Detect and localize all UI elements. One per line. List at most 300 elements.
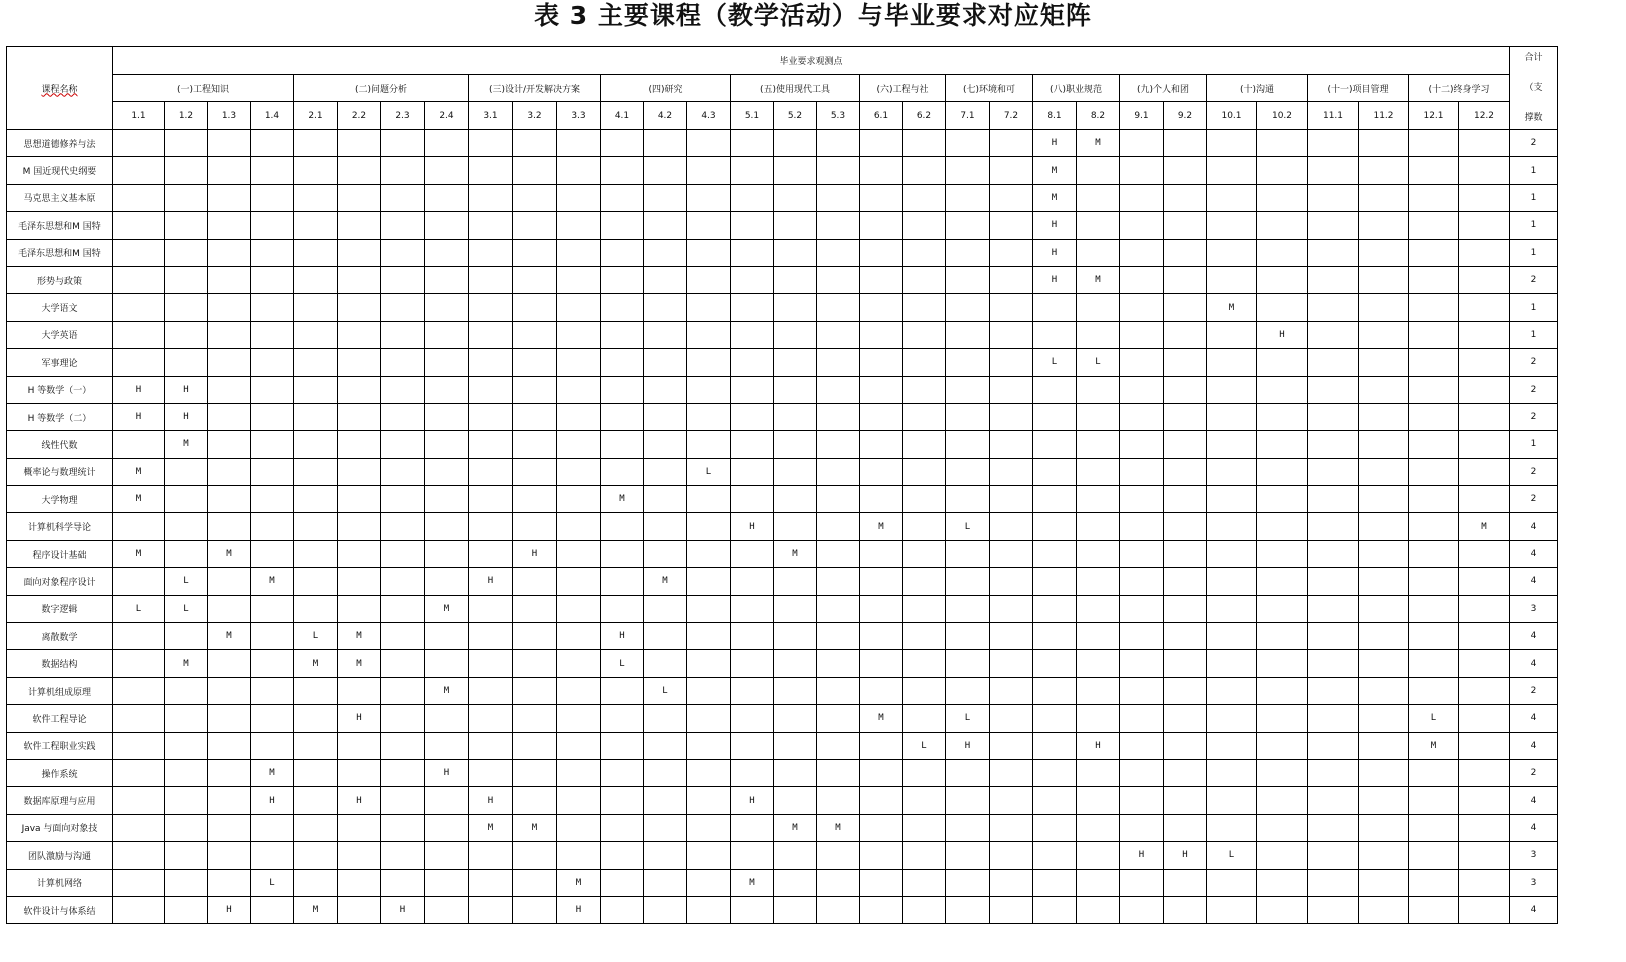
requirement-point-header: 1.2 bbox=[165, 102, 208, 130]
support-level-cell bbox=[817, 184, 860, 211]
support-level-cell bbox=[165, 623, 208, 650]
total-header bbox=[1510, 47, 1558, 130]
support-level-cell bbox=[425, 486, 469, 513]
support-level-cell bbox=[817, 403, 860, 430]
requirement-point-header: 5.2 bbox=[774, 102, 817, 130]
support-level-cell bbox=[338, 431, 381, 458]
support-level-cell bbox=[1207, 349, 1257, 376]
support-level-cell bbox=[1409, 568, 1459, 595]
course-name-cell: 大学物理 bbox=[7, 486, 113, 513]
support-level-cell bbox=[1308, 568, 1359, 595]
support-level-cell: H bbox=[338, 705, 381, 732]
support-level-cell bbox=[1409, 294, 1459, 321]
support-level-cell bbox=[774, 568, 817, 595]
support-level-cell bbox=[946, 595, 990, 622]
support-level-cell bbox=[165, 157, 208, 184]
support-level-cell bbox=[513, 896, 557, 923]
support-level-cell bbox=[557, 568, 601, 595]
support-level-cell bbox=[1207, 623, 1257, 650]
support-level-cell bbox=[990, 705, 1033, 732]
course-name-cell: 软件工程导论 bbox=[7, 705, 113, 732]
support-level-cell bbox=[1120, 266, 1164, 293]
support-level-cell: H bbox=[946, 732, 990, 759]
support-level-cell bbox=[1033, 376, 1077, 403]
support-level-cell bbox=[903, 239, 946, 266]
support-level-cell bbox=[208, 431, 251, 458]
support-level-cell bbox=[903, 623, 946, 650]
support-level-cell bbox=[817, 595, 860, 622]
support-level-cell bbox=[774, 130, 817, 157]
support-level-cell bbox=[113, 431, 165, 458]
support-level-cell bbox=[687, 842, 731, 869]
support-level-cell bbox=[860, 321, 903, 348]
support-level-cell bbox=[860, 349, 903, 376]
support-level-cell bbox=[425, 266, 469, 293]
support-level-cell bbox=[469, 623, 513, 650]
support-level-cell bbox=[903, 321, 946, 348]
support-level-cell bbox=[601, 814, 644, 841]
course-name-cell: 计算机网络 bbox=[7, 869, 113, 896]
support-level-cell bbox=[469, 486, 513, 513]
support-level-cell bbox=[425, 349, 469, 376]
requirement-point-header: 3.1 bbox=[469, 102, 513, 130]
support-level-cell bbox=[557, 376, 601, 403]
support-level-cell bbox=[1359, 650, 1409, 677]
support-level-cell bbox=[601, 869, 644, 896]
support-level-cell bbox=[251, 458, 294, 485]
support-level-cell bbox=[644, 294, 687, 321]
support-level-cell bbox=[1359, 759, 1409, 786]
support-level-cell bbox=[294, 814, 338, 841]
support-total-cell: 1 bbox=[1510, 239, 1558, 266]
support-level-cell bbox=[208, 349, 251, 376]
support-level-cell bbox=[381, 650, 425, 677]
support-level-cell bbox=[113, 787, 165, 814]
support-level-cell bbox=[644, 184, 687, 211]
support-level-cell bbox=[1164, 623, 1207, 650]
support-level-cell bbox=[1257, 705, 1308, 732]
support-level-cell bbox=[338, 376, 381, 403]
requirement-point-header: 1.3 bbox=[208, 102, 251, 130]
support-level-cell bbox=[860, 157, 903, 184]
support-level-cell bbox=[513, 732, 557, 759]
support-level-cell bbox=[644, 212, 687, 239]
course-name-header: 课程名称 bbox=[7, 47, 113, 130]
support-level-cell bbox=[644, 349, 687, 376]
support-level-cell bbox=[1164, 513, 1207, 540]
support-level-cell bbox=[557, 130, 601, 157]
support-level-cell: M bbox=[251, 759, 294, 786]
support-level-cell bbox=[113, 650, 165, 677]
support-level-cell bbox=[817, 266, 860, 293]
support-level-cell bbox=[1308, 869, 1359, 896]
support-level-cell bbox=[1033, 540, 1077, 567]
table-row bbox=[7, 212, 1558, 239]
support-level-cell bbox=[513, 376, 557, 403]
support-level-cell: H bbox=[338, 787, 381, 814]
support-level-cell: M bbox=[1409, 732, 1459, 759]
support-level-cell bbox=[687, 814, 731, 841]
support-level-cell bbox=[903, 266, 946, 293]
support-level-cell bbox=[425, 157, 469, 184]
support-level-cell bbox=[1459, 623, 1510, 650]
support-level-cell: L bbox=[1409, 705, 1459, 732]
support-level-cell bbox=[425, 294, 469, 321]
support-total-cell: 2 bbox=[1510, 376, 1558, 403]
support-level-cell bbox=[817, 239, 860, 266]
support-level-cell bbox=[557, 266, 601, 293]
support-level-cell: M bbox=[425, 595, 469, 622]
support-level-cell bbox=[990, 130, 1033, 157]
support-level-cell bbox=[817, 376, 860, 403]
support-level-cell: M bbox=[113, 540, 165, 567]
support-level-cell bbox=[251, 130, 294, 157]
support-level-cell bbox=[1459, 787, 1510, 814]
support-level-cell bbox=[208, 869, 251, 896]
support-level-cell bbox=[557, 787, 601, 814]
support-level-cell: H bbox=[165, 376, 208, 403]
support-level-cell bbox=[1077, 814, 1120, 841]
support-level-cell bbox=[774, 294, 817, 321]
course-name-cell: M 国近现代史纲要 bbox=[7, 157, 113, 184]
support-level-cell bbox=[469, 184, 513, 211]
support-level-cell bbox=[1164, 130, 1207, 157]
support-level-cell bbox=[1120, 814, 1164, 841]
support-level-cell bbox=[294, 184, 338, 211]
support-level-cell bbox=[731, 759, 774, 786]
support-level-cell bbox=[294, 349, 338, 376]
support-level-cell: L bbox=[294, 623, 338, 650]
support-level-cell bbox=[208, 842, 251, 869]
support-level-cell bbox=[1164, 595, 1207, 622]
support-level-cell: H bbox=[1164, 842, 1207, 869]
support-level-cell bbox=[469, 650, 513, 677]
requirement-point-header: 5.3 bbox=[817, 102, 860, 130]
support-level-cell bbox=[601, 513, 644, 540]
support-level-cell bbox=[644, 814, 687, 841]
support-level-cell bbox=[774, 759, 817, 786]
support-level-cell bbox=[381, 842, 425, 869]
support-level-cell bbox=[1207, 130, 1257, 157]
support-level-cell bbox=[601, 239, 644, 266]
support-level-cell bbox=[1359, 458, 1409, 485]
support-level-cell bbox=[1308, 595, 1359, 622]
total-header-line: （支 bbox=[1524, 83, 1543, 93]
support-level-cell bbox=[1257, 540, 1308, 567]
support-level-cell bbox=[338, 486, 381, 513]
support-level-cell bbox=[644, 239, 687, 266]
support-level-cell bbox=[113, 184, 165, 211]
support-level-cell bbox=[1308, 376, 1359, 403]
support-level-cell bbox=[601, 349, 644, 376]
support-level-cell bbox=[601, 321, 644, 348]
support-level-cell bbox=[381, 294, 425, 321]
support-level-cell bbox=[731, 705, 774, 732]
support-level-cell bbox=[946, 869, 990, 896]
requirement-point-header: 6.1 bbox=[860, 102, 903, 130]
support-level-cell bbox=[338, 157, 381, 184]
support-level-cell bbox=[1033, 896, 1077, 923]
requirement-point-header: 3.3 bbox=[557, 102, 601, 130]
support-level-cell bbox=[774, 239, 817, 266]
support-level-cell bbox=[601, 130, 644, 157]
support-level-cell bbox=[1077, 212, 1120, 239]
support-level-cell bbox=[1077, 677, 1120, 704]
table-row bbox=[7, 130, 1558, 157]
support-level-cell bbox=[1257, 787, 1308, 814]
requirement-group-header: (一)工程知识 bbox=[113, 75, 294, 102]
requirement-point-header: 4.3 bbox=[687, 102, 731, 130]
support-level-cell bbox=[251, 814, 294, 841]
support-level-cell bbox=[469, 869, 513, 896]
support-level-cell bbox=[1120, 595, 1164, 622]
support-level-cell bbox=[946, 157, 990, 184]
support-level-cell bbox=[208, 294, 251, 321]
support-level-cell bbox=[731, 212, 774, 239]
support-level-cell bbox=[644, 732, 687, 759]
support-level-cell bbox=[1257, 869, 1308, 896]
support-level-cell bbox=[1207, 458, 1257, 485]
support-level-cell bbox=[946, 349, 990, 376]
support-level-cell bbox=[1164, 184, 1207, 211]
support-level-cell bbox=[860, 732, 903, 759]
support-level-cell bbox=[1207, 486, 1257, 513]
table-row bbox=[7, 266, 1558, 293]
support-level-cell bbox=[1033, 321, 1077, 348]
support-level-cell bbox=[1120, 349, 1164, 376]
support-level-cell bbox=[1257, 486, 1308, 513]
table-row bbox=[7, 349, 1558, 376]
support-level-cell bbox=[513, 842, 557, 869]
requirement-point-header: 12.2 bbox=[1459, 102, 1510, 130]
requirement-point-header: 3.2 bbox=[513, 102, 557, 130]
support-level-cell bbox=[1257, 184, 1308, 211]
support-level-cell bbox=[1077, 787, 1120, 814]
support-level-cell bbox=[903, 540, 946, 567]
support-level-cell bbox=[990, 759, 1033, 786]
support-level-cell bbox=[817, 486, 860, 513]
support-level-cell bbox=[208, 403, 251, 430]
support-level-cell bbox=[1120, 486, 1164, 513]
support-level-cell bbox=[860, 376, 903, 403]
support-level-cell bbox=[601, 732, 644, 759]
support-level-cell bbox=[338, 294, 381, 321]
support-level-cell bbox=[601, 677, 644, 704]
support-level-cell bbox=[338, 869, 381, 896]
support-level-cell bbox=[557, 759, 601, 786]
support-level-cell bbox=[1164, 266, 1207, 293]
support-level-cell bbox=[251, 266, 294, 293]
support-total-cell: 2 bbox=[1510, 759, 1558, 786]
support-level-cell bbox=[817, 294, 860, 321]
support-level-cell bbox=[338, 184, 381, 211]
support-level-cell bbox=[165, 732, 208, 759]
support-level-cell bbox=[817, 787, 860, 814]
requirement-group-header: (四)研究 bbox=[601, 75, 731, 102]
support-level-cell bbox=[208, 212, 251, 239]
support-level-cell bbox=[513, 705, 557, 732]
support-level-cell: H bbox=[1033, 212, 1077, 239]
support-level-cell bbox=[1077, 376, 1120, 403]
support-level-cell bbox=[774, 732, 817, 759]
support-level-cell bbox=[381, 130, 425, 157]
support-level-cell bbox=[644, 321, 687, 348]
support-level-cell bbox=[381, 869, 425, 896]
support-level-cell bbox=[946, 266, 990, 293]
support-level-cell bbox=[946, 568, 990, 595]
support-level-cell bbox=[601, 595, 644, 622]
support-level-cell: H bbox=[208, 896, 251, 923]
support-level-cell: M bbox=[113, 486, 165, 513]
support-level-cell bbox=[1409, 184, 1459, 211]
support-level-cell bbox=[113, 869, 165, 896]
support-level-cell bbox=[990, 787, 1033, 814]
support-level-cell bbox=[338, 321, 381, 348]
support-level-cell bbox=[1409, 842, 1459, 869]
support-level-cell bbox=[1077, 568, 1120, 595]
support-level-cell bbox=[774, 787, 817, 814]
support-level-cell bbox=[113, 896, 165, 923]
support-level-cell bbox=[1308, 294, 1359, 321]
support-level-cell bbox=[946, 486, 990, 513]
support-level-cell bbox=[1164, 157, 1207, 184]
support-level-cell bbox=[1459, 486, 1510, 513]
support-total-cell: 4 bbox=[1510, 814, 1558, 841]
support-total-cell: 4 bbox=[1510, 513, 1558, 540]
support-level-cell bbox=[557, 157, 601, 184]
support-level-cell bbox=[1459, 130, 1510, 157]
support-level-cell bbox=[165, 239, 208, 266]
support-level-cell bbox=[425, 321, 469, 348]
support-level-cell bbox=[513, 184, 557, 211]
support-level-cell: H bbox=[251, 787, 294, 814]
support-level-cell bbox=[165, 458, 208, 485]
support-level-cell bbox=[1207, 540, 1257, 567]
support-level-cell bbox=[1359, 376, 1409, 403]
support-level-cell bbox=[1077, 157, 1120, 184]
support-level-cell bbox=[1207, 239, 1257, 266]
support-level-cell bbox=[469, 431, 513, 458]
support-level-cell bbox=[1077, 513, 1120, 540]
support-level-cell bbox=[903, 513, 946, 540]
support-level-cell bbox=[774, 623, 817, 650]
support-level-cell bbox=[1257, 513, 1308, 540]
support-level-cell bbox=[469, 677, 513, 704]
requirement-point-header: 2.3 bbox=[381, 102, 425, 130]
support-level-cell bbox=[731, 540, 774, 567]
support-level-cell bbox=[731, 842, 774, 869]
support-level-cell bbox=[817, 568, 860, 595]
support-level-cell bbox=[294, 595, 338, 622]
table-row bbox=[7, 458, 1558, 485]
support-level-cell bbox=[687, 595, 731, 622]
support-level-cell bbox=[687, 157, 731, 184]
support-level-cell bbox=[381, 239, 425, 266]
support-level-cell bbox=[381, 212, 425, 239]
support-level-cell bbox=[251, 184, 294, 211]
support-level-cell bbox=[774, 403, 817, 430]
support-level-cell bbox=[1257, 568, 1308, 595]
support-level-cell bbox=[294, 403, 338, 430]
support-level-cell bbox=[381, 759, 425, 786]
table-row bbox=[7, 486, 1558, 513]
support-level-cell bbox=[1308, 732, 1359, 759]
requirement-point-header: 1.1 bbox=[113, 102, 165, 130]
support-level-cell bbox=[1459, 431, 1510, 458]
requirement-group-header: (八)职业规范 bbox=[1033, 75, 1120, 102]
support-level-cell bbox=[644, 787, 687, 814]
support-level-cell bbox=[860, 896, 903, 923]
support-level-cell bbox=[1207, 814, 1257, 841]
support-level-cell bbox=[113, 814, 165, 841]
support-level-cell bbox=[1077, 842, 1120, 869]
table-row bbox=[7, 842, 1558, 869]
table-row bbox=[7, 321, 1558, 348]
support-level-cell bbox=[557, 842, 601, 869]
support-level-cell: L bbox=[1077, 349, 1120, 376]
support-level-cell bbox=[381, 677, 425, 704]
support-level-cell bbox=[601, 540, 644, 567]
support-level-cell bbox=[1207, 650, 1257, 677]
support-level-cell bbox=[687, 212, 731, 239]
support-level-cell bbox=[1257, 650, 1308, 677]
support-level-cell bbox=[860, 787, 903, 814]
support-level-cell bbox=[338, 513, 381, 540]
support-level-cell bbox=[425, 184, 469, 211]
support-level-cell bbox=[860, 239, 903, 266]
support-level-cell bbox=[731, 458, 774, 485]
support-level-cell: L bbox=[601, 650, 644, 677]
support-level-cell bbox=[1077, 595, 1120, 622]
requirement-group-header: (十一)项目管理 bbox=[1308, 75, 1409, 102]
course-name-cell: Java 与面向对象技 bbox=[7, 814, 113, 841]
course-name-cell: 离散数学 bbox=[7, 623, 113, 650]
support-level-cell bbox=[687, 403, 731, 430]
support-level-cell bbox=[513, 787, 557, 814]
support-level-cell bbox=[1207, 869, 1257, 896]
support-level-cell bbox=[425, 540, 469, 567]
course-name-cell: 操作系统 bbox=[7, 759, 113, 786]
support-total-cell: 2 bbox=[1510, 458, 1558, 485]
support-level-cell bbox=[165, 184, 208, 211]
support-level-cell bbox=[817, 349, 860, 376]
support-level-cell bbox=[469, 130, 513, 157]
support-level-cell bbox=[644, 869, 687, 896]
support-level-cell: M bbox=[860, 705, 903, 732]
support-level-cell bbox=[1308, 458, 1359, 485]
support-level-cell bbox=[1308, 513, 1359, 540]
support-level-cell bbox=[1257, 814, 1308, 841]
support-level-cell bbox=[294, 294, 338, 321]
support-total-cell: 4 bbox=[1510, 896, 1558, 923]
support-level-cell bbox=[1120, 650, 1164, 677]
requirement-point-header: 1.4 bbox=[251, 102, 294, 130]
point-header-row bbox=[7, 102, 1558, 130]
support-level-cell bbox=[294, 787, 338, 814]
requirement-group-header: (九)个人和团 bbox=[1120, 75, 1207, 102]
support-level-cell bbox=[990, 157, 1033, 184]
support-level-cell bbox=[513, 869, 557, 896]
support-total-cell: 4 bbox=[1510, 540, 1558, 567]
support-level-cell bbox=[774, 431, 817, 458]
support-level-cell bbox=[731, 568, 774, 595]
support-total-cell: 4 bbox=[1510, 623, 1558, 650]
support-total-cell: 1 bbox=[1510, 212, 1558, 239]
support-level-cell bbox=[644, 376, 687, 403]
support-level-cell bbox=[1164, 212, 1207, 239]
support-level-cell bbox=[990, 732, 1033, 759]
support-level-cell bbox=[990, 321, 1033, 348]
